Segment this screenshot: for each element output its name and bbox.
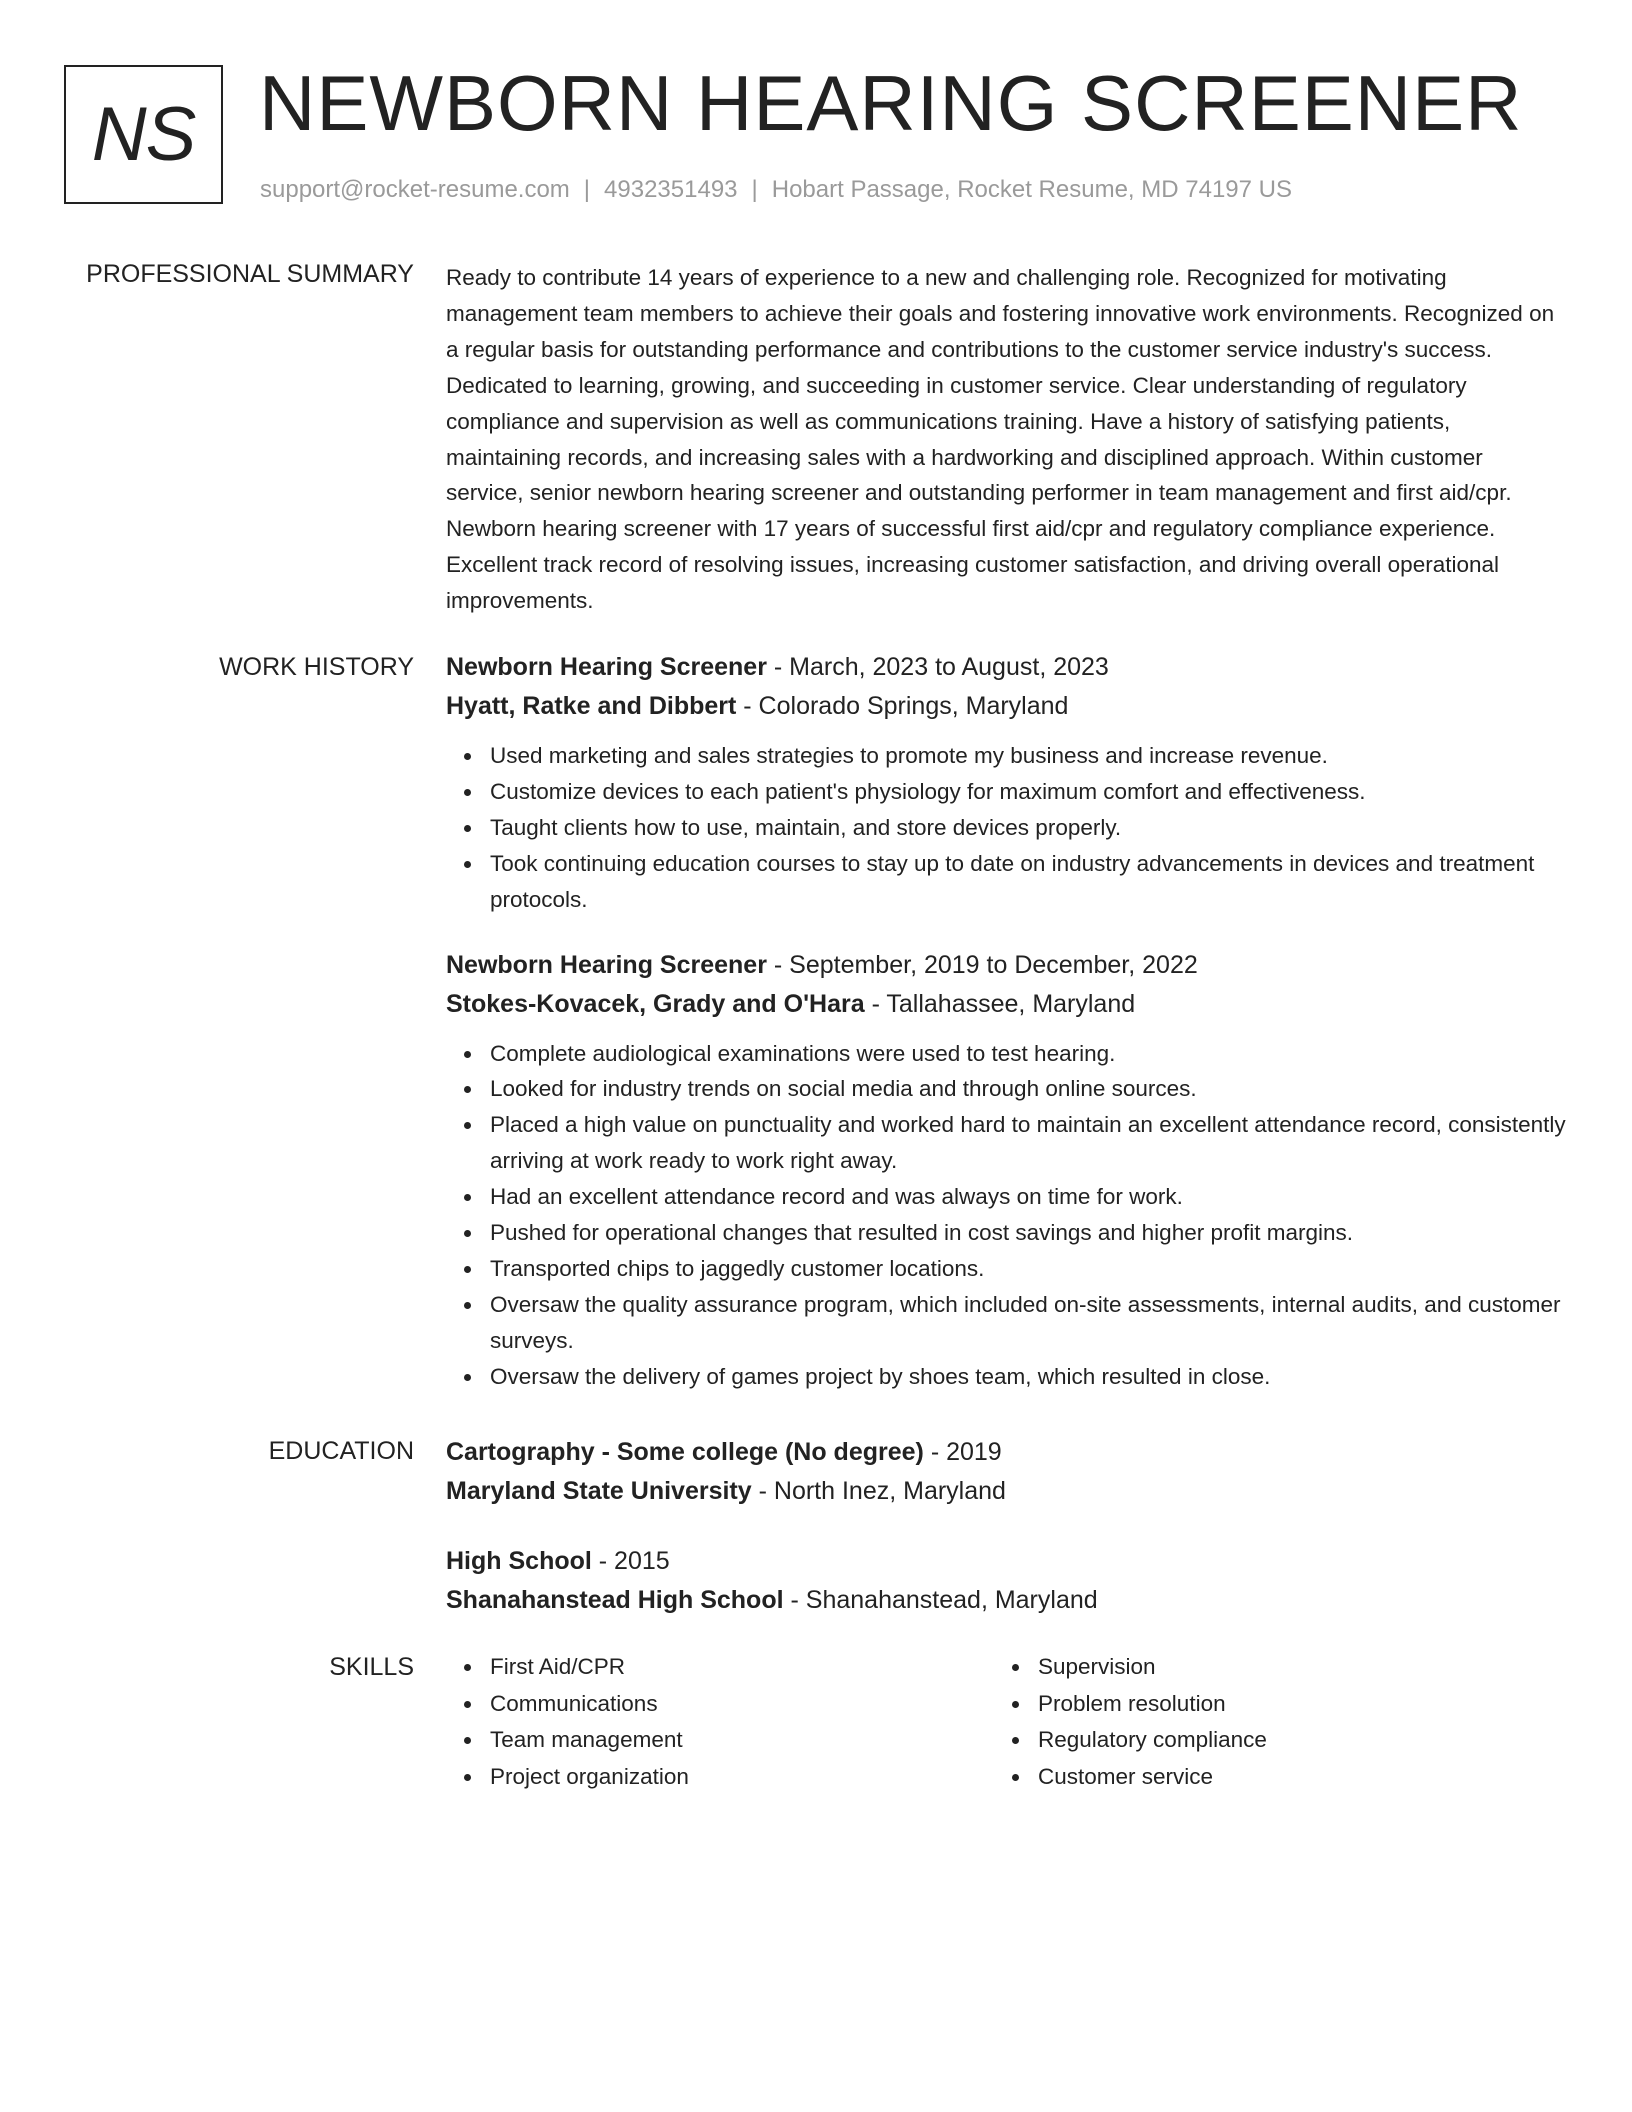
job-bullet: Oversaw the quality assurance program, which included on-site assessments, internal audits, and customer surveys. bbox=[490, 1287, 1566, 1359]
section-heading-education: EDUCATION bbox=[268, 1437, 414, 1465]
school-name: Shanahanstead High School bbox=[446, 1586, 784, 1614]
skills-grid bbox=[446, 1649, 1566, 1795]
job-dates: - March, 2023 to August, 2023 bbox=[766, 653, 1109, 681]
job-entry bbox=[446, 648, 1566, 918]
job-location: - Tallahassee, Maryland bbox=[864, 989, 1136, 1018]
skill-item: Communications bbox=[490, 1686, 994, 1723]
school-location: - North Inez, Maryland bbox=[751, 1477, 1006, 1505]
candidate-name: NEWBORN HEARING SCREENER bbox=[259, 59, 1523, 147]
school-name: Maryland State University bbox=[446, 1477, 752, 1505]
section-heading-summary: PROFESSIONAL SUMMARY bbox=[86, 260, 414, 288]
skills-column-right bbox=[994, 1649, 1542, 1795]
degree-line bbox=[446, 1542, 1566, 1581]
monogram-logo: NS bbox=[64, 65, 223, 204]
job-bullet: Took continuing education courses to stay up to date on industry advancements in devices and treatment protocols. bbox=[490, 846, 1566, 918]
separator: | bbox=[583, 176, 591, 203]
school-location: - Shanahanstead, Maryland bbox=[783, 1586, 1098, 1614]
address-text: Hobart Passage, Rocket Resume, MD 74197 US bbox=[771, 176, 1292, 203]
skill-item: First Aid/CPR bbox=[490, 1649, 994, 1686]
job-company: Hyatt, Ratke and Dibbert bbox=[446, 692, 737, 720]
job-bullet: Pushed for operational changes that resulted in cost savings and higher profit margins. bbox=[490, 1215, 1566, 1251]
job-bullet: Had an excellent attendance record and was always on time for work. bbox=[490, 1179, 1566, 1215]
skills-body bbox=[446, 1649, 1566, 1795]
phone-text: 4932351493 bbox=[604, 176, 738, 203]
job-dates: - September, 2019 to December, 2022 bbox=[766, 950, 1198, 979]
skill-item: Regulatory compliance bbox=[1038, 1722, 1542, 1759]
work-history-body bbox=[446, 648, 1566, 1395]
school-line bbox=[446, 1472, 1566, 1511]
job-location: - Colorado Springs, Maryland bbox=[736, 692, 1069, 720]
job-bullet: Looked for industry trends on social media and through online sources. bbox=[490, 1071, 1566, 1107]
job-bullets bbox=[446, 1036, 1566, 1395]
job-title-line bbox=[446, 648, 1566, 687]
job-bullet: Used marketing and sales strategies to promote my business and increase revenue. bbox=[490, 738, 1566, 774]
job-company-line bbox=[446, 985, 1566, 1024]
skill-item: Team management bbox=[490, 1722, 994, 1759]
job-bullet: Transported chips to jaggedly customer locations. bbox=[490, 1251, 1566, 1287]
section-heading-skills: SKILLS bbox=[329, 1653, 414, 1681]
degree-name: Cartography - Some college (No degree) bbox=[446, 1438, 924, 1466]
education-entry bbox=[446, 1542, 1566, 1620]
summary-text: Ready to contribute 14 years of experience to a new and challenging role. Recognized for motivating management team members to achieve their goals and fostering innovative work environments. Recognized on a regular basis for outstanding performance and contributions to the customer service industry's success. Dedicated to learning, growing, and succeeding in customer service. Clear understanding of regulatory compliance and supervision as well as communications training. Have a history of satisfying patients, maintaining records, and increasing sales with a hardworking and disciplined approach. Within customer service, senior newborn hearing screener and outstanding performer in team management and first aid/cpr. Newborn hearing screener with 17 years of successful first aid/cpr and regulatory compliance experience. Excellent track record of resolving issues, increasing customer satisfaction, and driving overall operational improvements. bbox=[446, 265, 1555, 614]
job-bullet: Taught clients how to use, maintain, and store devices properly. bbox=[490, 810, 1566, 846]
degree-year: - 2019 bbox=[923, 1438, 1002, 1466]
summary-body bbox=[446, 260, 1566, 619]
job-entry bbox=[446, 946, 1566, 1395]
job-bullet: Customize devices to each patient's physiology for maximum comfort and effectiveness. bbox=[490, 774, 1566, 810]
contact-line bbox=[260, 174, 1292, 206]
skill-item: Supervision bbox=[1038, 1649, 1542, 1686]
skill-item: Problem resolution bbox=[1038, 1686, 1542, 1723]
education-body bbox=[446, 1433, 1566, 1620]
job-title: Newborn Hearing Screener bbox=[446, 950, 767, 979]
degree-name: High School bbox=[446, 1547, 592, 1575]
job-company: Stokes-Kovacek, Grady and O'Hara bbox=[446, 989, 865, 1018]
skills-list bbox=[446, 1649, 994, 1795]
skill-item: Customer service bbox=[1038, 1759, 1542, 1796]
job-company-line bbox=[446, 687, 1566, 726]
skills-list bbox=[994, 1649, 1542, 1795]
separator: | bbox=[751, 176, 758, 203]
job-bullets bbox=[446, 738, 1566, 918]
section-heading-work-history: WORK HISTORY bbox=[219, 653, 414, 681]
job-bullet: Placed a high value on punctuality and worked hard to maintain an excellent attendance record, consistently arriving at work ready to work right away. bbox=[490, 1107, 1566, 1179]
job-bullet: Oversaw the delivery of games project by shoes team, which resulted in close. bbox=[490, 1359, 1566, 1395]
skill-item: Project organization bbox=[490, 1759, 994, 1796]
school-line bbox=[446, 1581, 1566, 1620]
job-bullet: Complete audiological examinations were used to test hearing. bbox=[490, 1036, 1566, 1072]
degree-line bbox=[446, 1433, 1566, 1472]
skills-column-left bbox=[446, 1649, 994, 1795]
degree-year: - 2015 bbox=[591, 1547, 670, 1575]
education-entry bbox=[446, 1433, 1566, 1511]
job-title: Newborn Hearing Screener bbox=[446, 653, 767, 681]
job-title-line bbox=[446, 946, 1566, 985]
email-text: support@rocket-resume.com bbox=[260, 176, 570, 203]
